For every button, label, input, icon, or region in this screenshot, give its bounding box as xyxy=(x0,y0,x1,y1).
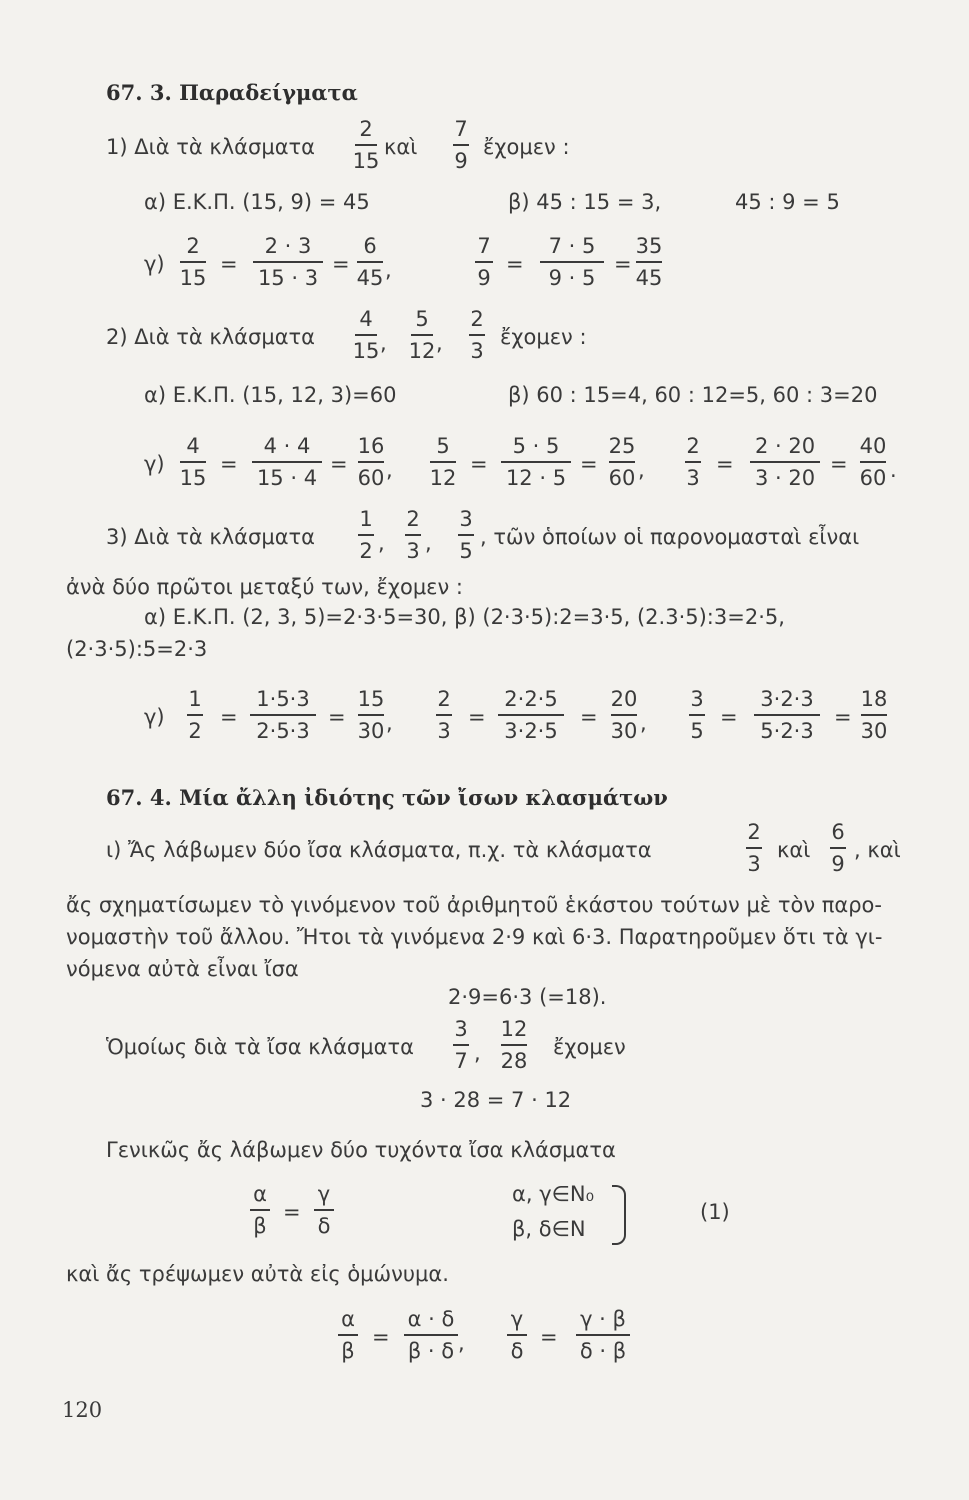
eq-sign: = xyxy=(580,452,598,476)
comma: , xyxy=(380,331,387,355)
eq-sign: = xyxy=(328,705,346,729)
comma: , xyxy=(458,1331,465,1355)
eq-sign: = xyxy=(283,1200,301,1224)
comma: , xyxy=(386,458,393,482)
comma: , xyxy=(385,258,392,282)
equation-1: 2·9=6·3 (=18). xyxy=(448,985,607,1009)
ex1-beta-1: β) 45 : 15 = 3, xyxy=(508,190,662,214)
ex3-alpha-cont: (2·3·5):5=2·3 xyxy=(66,637,208,661)
ex3-alpha: α) Ε.Κ.Π. (2, 3, 5)=2·3·5=30, β) (2·3·5):2=3·5, (2.3·5):3=2·5, xyxy=(144,605,785,629)
ex1-gamma: γ) xyxy=(144,252,165,276)
eq-sign: = xyxy=(468,705,486,729)
para-1-line-3: νομαστὴν τοῦ ἄλλου. Ἤτοι τὰ γινόμενα 2·9 καὶ 6·3. Παρατηροῦμεν ὅτι τὰ γι- xyxy=(66,925,883,949)
eq-sign: = xyxy=(372,1325,390,1349)
eq-sign: = xyxy=(720,705,738,729)
eq-sign: = xyxy=(470,452,488,476)
section-heading-67-4: 67. 4. Μία ἄλλη ἰδιότης τῶν ἴσων κλασμάτων xyxy=(106,785,668,810)
equation-number: (1) xyxy=(700,1200,730,1224)
eq-sign: = xyxy=(220,452,238,476)
ex2-gamma: γ) xyxy=(144,452,165,476)
eq-sign: = xyxy=(220,705,238,729)
eq-sign: = xyxy=(540,1325,558,1349)
p1-kai-2: , καὶ xyxy=(854,838,901,862)
comma: , xyxy=(378,531,385,555)
ex2-intro: 2) Διὰ τὰ κλάσματα xyxy=(106,325,316,349)
eq-sign: = xyxy=(834,705,852,729)
para-2: Ὁμοίως διὰ τὰ ἴσα κλάσματα xyxy=(106,1035,414,1059)
page-number: 120 xyxy=(62,1398,103,1422)
ex1-alpha: α) Ε.Κ.Π. (15, 9) = 45 xyxy=(144,190,370,214)
condition-1: α, γ∈N₀ xyxy=(512,1182,595,1206)
ex3-intro: 3) Διὰ τὰ κλάσματα xyxy=(106,525,316,549)
ex3-gamma: γ) xyxy=(144,705,165,729)
para-1-line-2: ἄς σχηματίσωμεν τὸ γινόμενον τοῦ ἀριθμητοῦ ἑκάστου τούτων μὲ τὸν παρο- xyxy=(66,893,882,917)
ex1-intro: 1) Διὰ τὰ κλάσματα xyxy=(106,135,316,159)
para-1-line-1: ι) Ἄς λάβωμεν δύο ἴσα κλάσματα, π.χ. τὰ κλάσματα xyxy=(106,838,652,862)
equation-2: 3 · 28 = 7 · 12 xyxy=(420,1088,572,1112)
comma: , xyxy=(638,458,645,482)
eq-sign: = xyxy=(716,452,734,476)
ex3-rest: , τῶν ὁποίων οἱ παρονομασταὶ εἶναι xyxy=(480,525,860,549)
eq-sign: = xyxy=(506,252,524,276)
ex2-exomen: ἔχομεν : xyxy=(500,325,587,349)
p5-exomen: ἔχομεν xyxy=(553,1035,626,1059)
ex1-kai: καὶ xyxy=(384,135,418,159)
eq-sign: = xyxy=(330,452,348,476)
right-brace xyxy=(612,1185,626,1245)
ex1-exomen: ἔχομεν : xyxy=(483,135,570,159)
para-1-line-4: νόμενα αὐτὰ εἶναι ἴσα xyxy=(66,957,299,981)
comma: , xyxy=(386,711,393,735)
para-4: καὶ ἄς τρέψωμεν αὐτὰ εἰς ὁμώνυμα. xyxy=(66,1262,449,1286)
comma: , xyxy=(436,331,443,355)
ex2-alpha: α) Ε.Κ.Π. (15, 12, 3)=60 xyxy=(144,383,397,407)
eq-sign: = xyxy=(220,252,238,276)
eq-sign: = xyxy=(614,252,632,276)
comma: , xyxy=(425,531,432,555)
p1-kai: καὶ xyxy=(777,838,811,862)
eq-sign: = xyxy=(580,705,598,729)
comma: , xyxy=(474,1041,481,1065)
ex1-beta-2: 45 : 9 = 5 xyxy=(735,190,840,214)
ex2-beta: β) 60 : 15=4, 60 : 12=5, 60 : 3=20 xyxy=(508,383,878,407)
comma: , xyxy=(640,711,647,735)
para-3: Γενικῶς ἄς λάβωμεν δύο τυχόντα ἴσα κλάσματα xyxy=(106,1138,616,1162)
eq-sign: = xyxy=(332,252,350,276)
section-heading-67-3: 67. 3. Παραδείγματα xyxy=(106,80,358,105)
ex3-line-2: ἀνὰ δύο πρῶτοι μεταξύ των, ἔχομεν : xyxy=(66,575,464,599)
period: . xyxy=(890,458,897,482)
eq-sign: = xyxy=(830,452,848,476)
condition-2: β, δ∈N xyxy=(512,1217,586,1241)
